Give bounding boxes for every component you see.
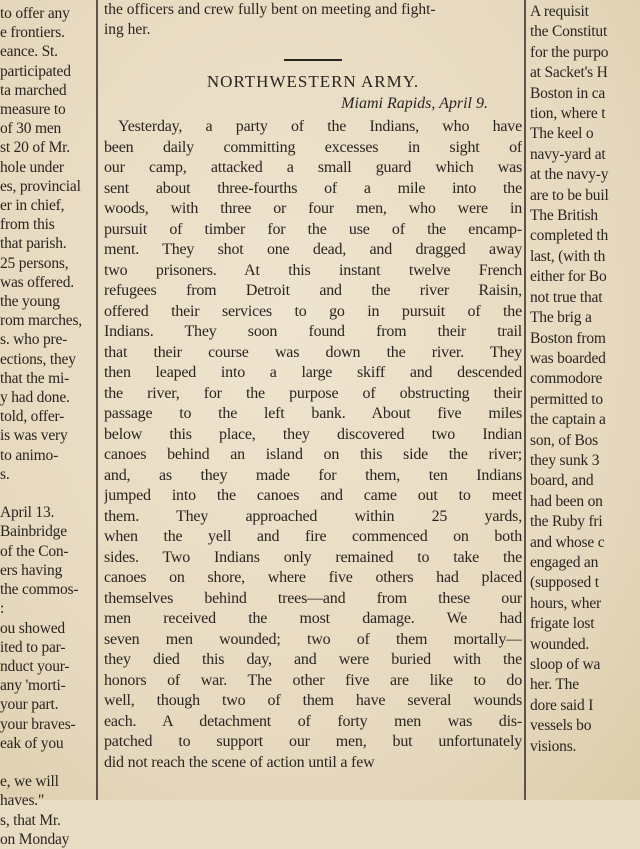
text-line: offered their services to go in pursuit of the [104,302,522,320]
text-line: at Sacket's H [530,64,608,82]
text-line: last, (with th [530,247,606,265]
text-line: Indians. They soon found from their trail [104,323,522,340]
text-line: from this [0,216,55,234]
text-line: canoes behind an island on this side the river; [104,446,522,463]
text-line: permitted to [530,390,603,408]
text-line: engaged an [530,553,599,571]
text-line: the officers and crew fully bent on meeting and fight- [104,1,436,18]
text-line: jumped into the canoes and came out to meet [104,487,522,504]
text-line: haves." [0,792,45,810]
text-line: rom marches, [0,312,82,330]
text-line: er in chief, [0,197,65,215]
text-line: participated [0,62,71,80]
text-line: and whose c [530,533,605,551]
text-line: ing her. [104,21,151,38]
text-line: passage to the left bank. About five miles [104,405,522,422]
center-column [104,0,522,773]
text-line: two prisoners. At this instant twelve French [104,261,522,279]
text-line: seven men wounded; two of them mortally— [104,630,522,648]
text-line: vessels bo [530,717,592,735]
text-line: s. who pre- [0,331,68,349]
text-line: them. They approached within 25 yards, [104,507,522,525]
text-line: refugees from Detroit and the river Raisin, [104,282,522,299]
text-line: then leaped into a large skiff and descended [104,364,522,381]
text-line: are to be buil [530,186,609,204]
text-line: and, as they made for them, ten Indians [104,466,522,484]
text-line: any 'morti- [0,677,66,695]
right-column-fragment [530,2,640,757]
text-line: not true that [530,288,603,306]
text-line: woods, with three or four men, who were in [104,200,522,217]
text-line [0,753,92,772]
text-line: the Constitut [530,23,608,41]
text-line: our camp, attacked a small guard which was [104,159,522,176]
text-line: the commos- [0,581,79,599]
previous-article-tail [104,0,522,40]
text-line: to offer any [0,5,70,22]
text-line: your part. [0,696,59,714]
article-separator [284,59,342,61]
text-line: completed th [530,227,609,245]
text-line: board, and [530,472,594,490]
text-line: was offered. [0,273,74,291]
text-line: Boston in ca [530,84,606,102]
text-line: ections, they [0,350,76,368]
left-column-fragment [0,4,92,849]
text-line: at the navy-y [530,166,609,184]
text-line: sides. Two Indians only remained to take the [104,548,522,566]
article-body [104,117,522,773]
text-line: hole under [0,158,64,176]
text-line: was boarded [530,349,606,367]
text-line: eance. St. [0,43,58,61]
text-line: well, though two of them have several wounds [104,692,522,709]
text-line: April 13. [0,504,55,522]
text-line: navy-yard at [530,145,606,163]
text-line: below this place, they discovered two Indian [104,425,522,443]
text-line: for the purpo [530,43,609,61]
text-line: measure to [0,101,66,119]
text-line: did not reach the scene of action until a few [104,753,375,771]
text-line: they died this day, and were buried with the [104,651,522,668]
text-line: dore said I [530,696,594,714]
text-line: ited to par- [0,638,66,656]
text-line: ers having [0,561,63,579]
text-line: son, of Bos [530,431,598,449]
text-line: they sunk 3 [530,451,600,469]
text-line: that the mi- [0,369,70,387]
text-line: y had done. [0,389,70,407]
text-line: wounded. [530,635,590,653]
text-line: A requisit [530,3,589,20]
text-line: honors of war. The other five are like to do [104,671,522,689]
column-rule-left [96,0,98,800]
text-line: told, offer- [0,408,65,426]
text-line: canoes on shore, where five others had placed [104,569,522,586]
text-line: frigate lost [530,615,595,633]
text-line: patched to support our men, but unfortunately [104,733,522,750]
text-line: pursuit of timber for the use of the encamp- [104,220,522,238]
text-line: e, we will [0,773,59,791]
text-line: 25 persons, [0,254,69,272]
text-line: s, that Mr. [0,811,61,829]
text-line: hours, wher [530,594,601,612]
text-line: The keel o [530,125,594,143]
text-line: is was very [0,427,68,445]
text-line: when the yell and fire commenced on both [104,528,522,545]
text-line [0,484,92,503]
text-line: Boston from [530,329,606,347]
text-line: commodore [530,370,603,388]
text-line: her. The [530,676,579,694]
text-line: to animo- [0,446,59,464]
text-line: The brig a [530,309,592,327]
article-dateline: Miami Rapids, April 9. [341,95,488,112]
text-line: Bainbridge [0,523,67,541]
text-line: ta marched [0,81,67,99]
text-line: the Ruby fri [530,513,603,531]
text-line: Yesterday, a party of the Indians, who have [118,118,522,135]
text-line: eak of you [0,734,64,752]
text-line: The British [530,207,598,225]
text-line: of 30 men [0,120,62,138]
text-line: (supposed t [530,574,599,592]
text-line: sent about three-fourths of a mile into the [104,179,522,197]
text-line: visions. [530,737,577,755]
text-line: that their course was down the river. They [104,343,522,361]
text-line: st 20 of Mr. [0,139,70,157]
text-line: sloop of wa [530,656,601,673]
text-line: es, provincial [0,177,81,195]
text-line: on Monday [0,830,70,848]
text-line: s. [0,465,10,483]
column-rule-right [524,0,526,800]
text-line: ou showed [0,619,65,637]
text-line: nduct your- [0,657,70,675]
text-line: the captain a [530,411,606,429]
text-line: e frontiers. [0,24,65,42]
text-line: the young [0,293,60,311]
text-line: ment. They shot one dead, and dragged away [104,241,522,258]
text-line: of the Con- [0,542,69,560]
text-line: tion, where t [530,105,606,123]
text-line: had been on [530,492,603,510]
text-line: the river, for the purpose of obstructing their [104,384,522,402]
text-line: either for Bo [530,268,607,286]
text-line: your braves- [0,715,76,733]
text-line: men received the most damage. We had [104,610,522,627]
text-line: that parish. [0,235,67,253]
text-line: : [0,600,5,618]
text-line: each. A detachment of forty men was dis- [104,712,522,730]
text-line: themselves behind trees—and from these our [104,589,522,607]
text-line: been daily committing excesses in sight of [104,138,522,156]
article-title: NORTHWESTERN ARMY. [206,72,420,91]
